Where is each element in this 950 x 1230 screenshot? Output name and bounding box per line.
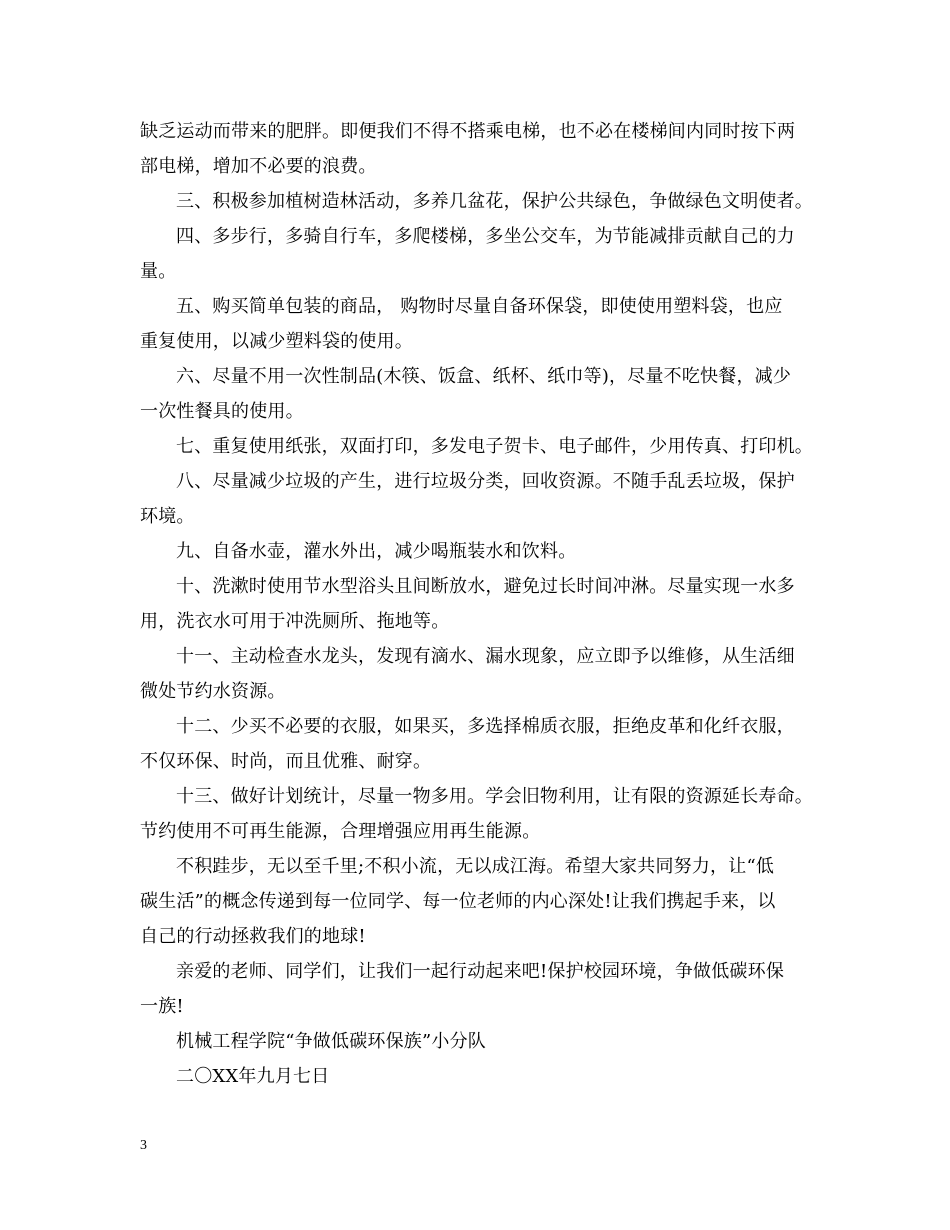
body-line: 八、尽量减少垃圾的产生，进行垃圾分类，回收资源。不随手乱丢垃圾，保护: [176, 471, 795, 492]
body-line: 不仅环保、时尚，而且优雅、耐穿。: [140, 751, 432, 772]
body-line: 缺乏运动而带来的肥胖。即便我们不得不搭乘电梯，也不必在楼梯间内同时按下两: [140, 121, 796, 142]
body-line: 九、自备水壶，灌水外出，减少喝瓶装水和饮料。: [176, 541, 577, 562]
body-line: 微处节约水资源。: [140, 681, 286, 702]
body-line: 重复使用，以减少塑料袋的使用。: [140, 331, 413, 352]
body-line: 十一、主动检查水龙头，发现有滴水、漏水现象，应立即予以维修，从生活细: [176, 646, 795, 667]
body-line: 用，洗衣水可用于冲洗厕所、拖地等。: [140, 611, 450, 632]
body-line: 一次性餐具的使用。: [140, 401, 304, 422]
body-line: 五、购买简单包装的商品， 购物时尽量自备环保袋，即使使用塑料袋，也应: [176, 296, 783, 317]
body-line: 节约使用不可再生能源，合理增强应用再生能源。: [140, 821, 541, 842]
body-line: 一族!: [140, 996, 184, 1017]
page-number: 3: [140, 1138, 147, 1153]
body-line: 碳生活”的概念传递到每一位同学、每一位老师的内心深处!让我们携起手来，以: [140, 891, 776, 912]
date-line: 二〇XX年九月七日: [176, 1066, 330, 1087]
body-line: 十二、少买不必要的衣服，如果买，多选择棉质衣服，拒绝皮革和化纤衣服，: [176, 716, 795, 737]
body-line: 不积跬步，无以至千里;不积小流，无以成江海。希望大家共同努力，让“低: [176, 856, 775, 877]
body-line: 四、多步行，多骑自行车，多爬楼梯，多坐公交车，为节能减排贡献自己的力: [176, 226, 795, 247]
body-line: 三、积极参加植树造林活动，多养几盆花，保护公共绿色，争做绿色文明使者。: [176, 191, 813, 212]
body-line: 环境。: [140, 506, 195, 527]
body-line: 量。: [140, 261, 177, 282]
body-line: 亲爱的老师、同学们，让我们一起行动起来吧!保护校园环境，争做低碳环保: [176, 961, 785, 982]
signature-line: 机械工程学院“争做低碳环保族”小分队: [176, 1031, 487, 1052]
body-line: 自己的行动拯救我们的地球!: [140, 926, 366, 947]
body-line: 七、重复使用纸张，双面打印，多发电子贺卡、电子邮件，少用传真、打印机。: [176, 436, 813, 457]
body-line: 十、洗漱时使用节水型浴头且间断放水，避免过长时间冲淋。尽量实现一水多: [176, 576, 795, 597]
body-line: 十三、做好计划统计，尽量一物多用。学会旧物利用，让有限的资源延长寿命。: [176, 786, 813, 807]
body-line: 六、尽量不用一次性制品(木筷、饭盒、纸杯、纸巾等)，尽量不吃快餐，减少: [176, 366, 792, 387]
body-line: 部电梯，增加不必要的浪费。: [140, 156, 377, 177]
